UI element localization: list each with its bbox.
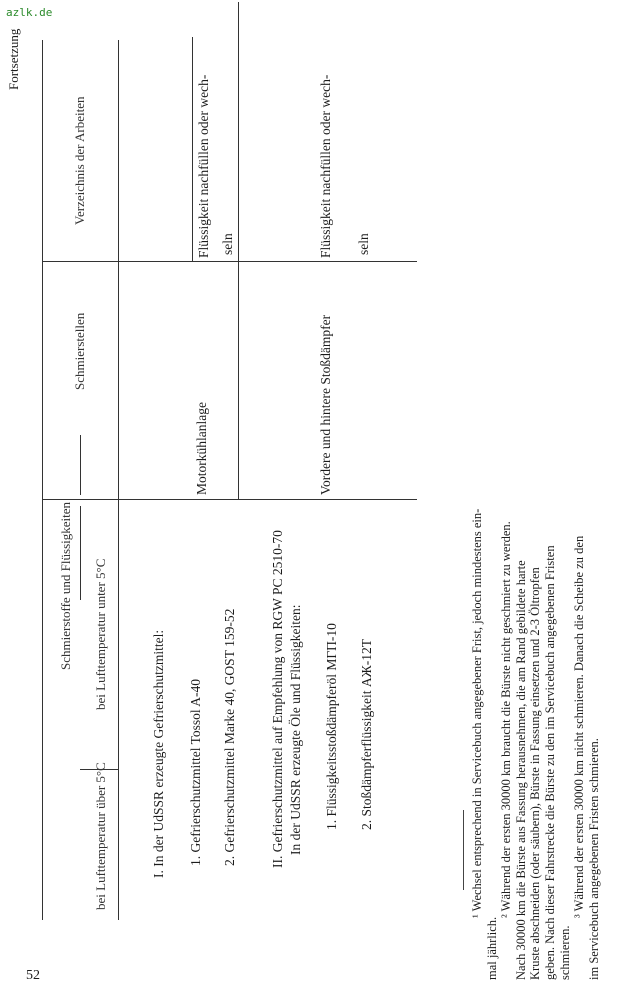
header-work-list: Verzeichnis der Arbeiten: [72, 96, 87, 225]
continuation-label: Fortsetzung: [6, 28, 21, 90]
section-1-item-1: 1. Gefrierschutzmittel Tossol A-40: [188, 678, 203, 866]
table-header-rule: [118, 40, 119, 920]
row-2-work-line-1: Flüssigkeit nachfüllen oder wech-: [318, 74, 333, 258]
row-divider-1: [238, 2, 239, 500]
col-divider-points: [42, 499, 417, 500]
footnote-3-line-1: ³ Während der ersten 30000 km nicht schmieren. Danach die Scheibe zu den: [572, 535, 587, 918]
source-watermark: azlk.de: [6, 6, 53, 19]
fluids-subheader-rule: [80, 506, 81, 600]
header-above-5c: bei Lufttemperatur über 5°C: [93, 762, 108, 910]
row-1-work-line-2: seln: [220, 233, 235, 255]
table-top-rule: [42, 40, 43, 920]
footnotes: [470, 360, 601, 980]
header-lubrication-points: Schmierstellen: [72, 312, 87, 390]
header-below-5c: bei Lufttemperatur unter 5°C: [93, 558, 108, 710]
row-2-work-line-2: seln: [356, 233, 371, 255]
page-number: 52: [26, 968, 40, 983]
footnote-1-line-2: mal jährlich.: [484, 916, 499, 980]
footnote-3-line-2: im Servicebuch angegebenen Fristen schmieren.: [586, 738, 601, 980]
footnote-2-line-5: schmieren.: [557, 925, 572, 980]
row-1-lubrication-point: Motorkühlanlage: [194, 402, 209, 495]
section-2-item-2: 2. Stoßdämpferflüssigkeit АЖ-12Т: [359, 639, 374, 830]
section-1-title: I. In der UdSSR erzeugte Gefrierschutzmittel:: [151, 629, 166, 878]
col-divider-works: [42, 261, 417, 262]
footnote-2-line-1: ² Während der ersten 30000 km braucht die Bürste nicht geschmiert zu werden.: [499, 521, 514, 918]
section-2-title-line-1: II. Gefrierschutzmittel auf Empfehlung von RGW PC 2510-70: [270, 530, 285, 868]
row-divider-works: [192, 37, 193, 262]
footnote-2-line-2: Nach 30000 km die Bürste aus Fassung herausnehmen, die am Rand gebildete harte: [513, 560, 528, 980]
fluids-subheader-rule-right: [80, 435, 81, 495]
footnote-rule: [463, 810, 464, 890]
row-1-work-line-1: Flüssigkeit nachfüllen oder wech-: [196, 74, 211, 258]
footnote-1-line-1: ¹ Wechsel entsprechend in Servicebuch angegebener Frist, jedoch mindestens ein-: [470, 508, 484, 918]
section-2-title-line-2: In der UdSSR erzeugte Öle und Flüssigkeiten:: [288, 604, 303, 855]
section-2-item-1: 1. Flüssigkeitsstoßdämpferöl МГП-10: [324, 623, 339, 830]
footnote-2-line-3: Kruste abschneiden (oder säubern), Bürste in Fassung einsetzen und 2-3 Öltropfen: [528, 567, 543, 980]
header-fluids: Schmierstoffe und Flüssigkeiten: [58, 501, 73, 670]
footnote-2-line-4: geben. Nach dieser Fahrstrecke die Bürste zu den im Servicebuch angegebenen Fristen: [542, 545, 557, 980]
row-2-lubrication-point: Vordere und hintere Stoßdämpfer: [318, 314, 333, 495]
section-1-item-2: 2. Gefrierschutzmittel Marke 40, GOST 159-52: [222, 608, 237, 866]
